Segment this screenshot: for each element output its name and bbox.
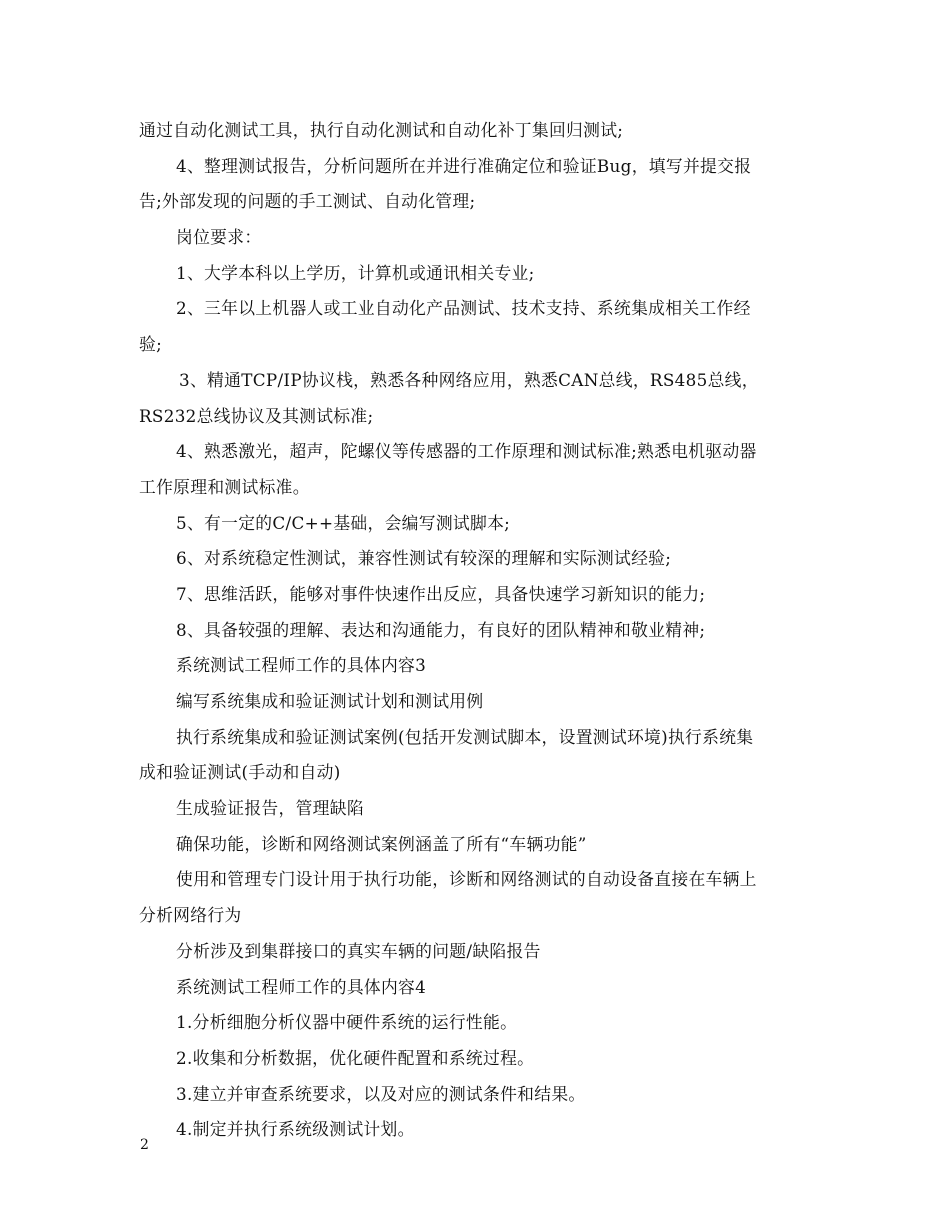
body-line: 3、精通TCP/IP协议栈，熟悉各种网络应用，熟悉CAN总线，RS485总线， xyxy=(179,369,759,390)
section-heading-content-4: 系统测试工程师工作的具体内容4 xyxy=(176,976,427,997)
body-line: 生成验证报告，管理缺陷 xyxy=(176,798,364,819)
body-line: 2.收集和分析数据，优化硬件配置和系统过程。 xyxy=(176,1047,535,1068)
body-line: 5、有一定的C/C++基础，会编写测试脚本; xyxy=(176,512,511,533)
body-line: 使用和管理专门设计用于执行功能，诊断和网络测试的自动设备直接在车辆上 xyxy=(176,869,757,890)
section-heading-job-requirements: 岗位要求： xyxy=(176,227,262,248)
body-line: RS232总线协议及其测试标准; xyxy=(139,405,374,426)
body-line: 1.分析细胞分析仪器中硬件系统的运行性能。 xyxy=(176,1012,518,1033)
body-line: 执行系统集成和验证测试案例(包括开发测试脚本，设置测试环境)执行系统集 xyxy=(176,726,754,747)
body-line: 编写系统集成和验证测试计划和测试用例 xyxy=(176,691,484,711)
body-line: 工作原理和测试标准。 xyxy=(139,476,310,497)
page-number: 2 xyxy=(140,1137,149,1153)
body-line: 分析网络行为 xyxy=(139,905,242,926)
body-line: 确保功能，诊断和网络测试案例涵盖了所有“车辆功能” xyxy=(176,833,587,854)
body-line: 4、熟悉激光，超声，陀螺仪等传感器的工作原理和测试标准;熟悉电机驱动器 xyxy=(176,441,757,462)
body-line: 告;外部发现的问题的手工测试、自动化管理; xyxy=(139,191,476,212)
body-line: 3.建立并审查系统要求，以及对应的测试条件和结果。 xyxy=(176,1083,586,1104)
section-heading-content-3: 系统测试工程师工作的具体内容3 xyxy=(176,655,427,676)
body-line: 1、大学本科以上学历，计算机或通讯相关专业; xyxy=(176,262,535,283)
body-line: 4、整理测试报告，分析问题所在并进行准确定位和验证Bug，填写并提交报 xyxy=(176,155,752,176)
body-line: 8、具备较强的理解、表达和沟通能力，有良好的团队精神和敬业精神; xyxy=(176,619,706,640)
body-line: 成和验证测试(手动和自动) xyxy=(139,762,341,783)
document-body xyxy=(139,113,825,1148)
body-line: 验; xyxy=(139,334,163,355)
body-line: 6、对系统稳定性测试，兼容性测试有较深的理解和实际测试经验; xyxy=(176,548,672,569)
body-line: 7、思维活跃，能够对事件快速作出反应，具备快速学习新知识的能力; xyxy=(176,583,706,604)
body-line: 4.制定并执行系统级测试计划。 xyxy=(176,1119,415,1140)
body-line: 分析涉及到集群接口的真实车辆的问题/缺陷报告 xyxy=(176,940,541,961)
body-line: 2、三年以上机器人或工业自动化产品测试、技术支持、系统集成相关工作经 xyxy=(176,298,751,319)
body-line: 通过自动化测试工具，执行自动化测试和自动化补丁集回归测试; xyxy=(139,120,624,140)
